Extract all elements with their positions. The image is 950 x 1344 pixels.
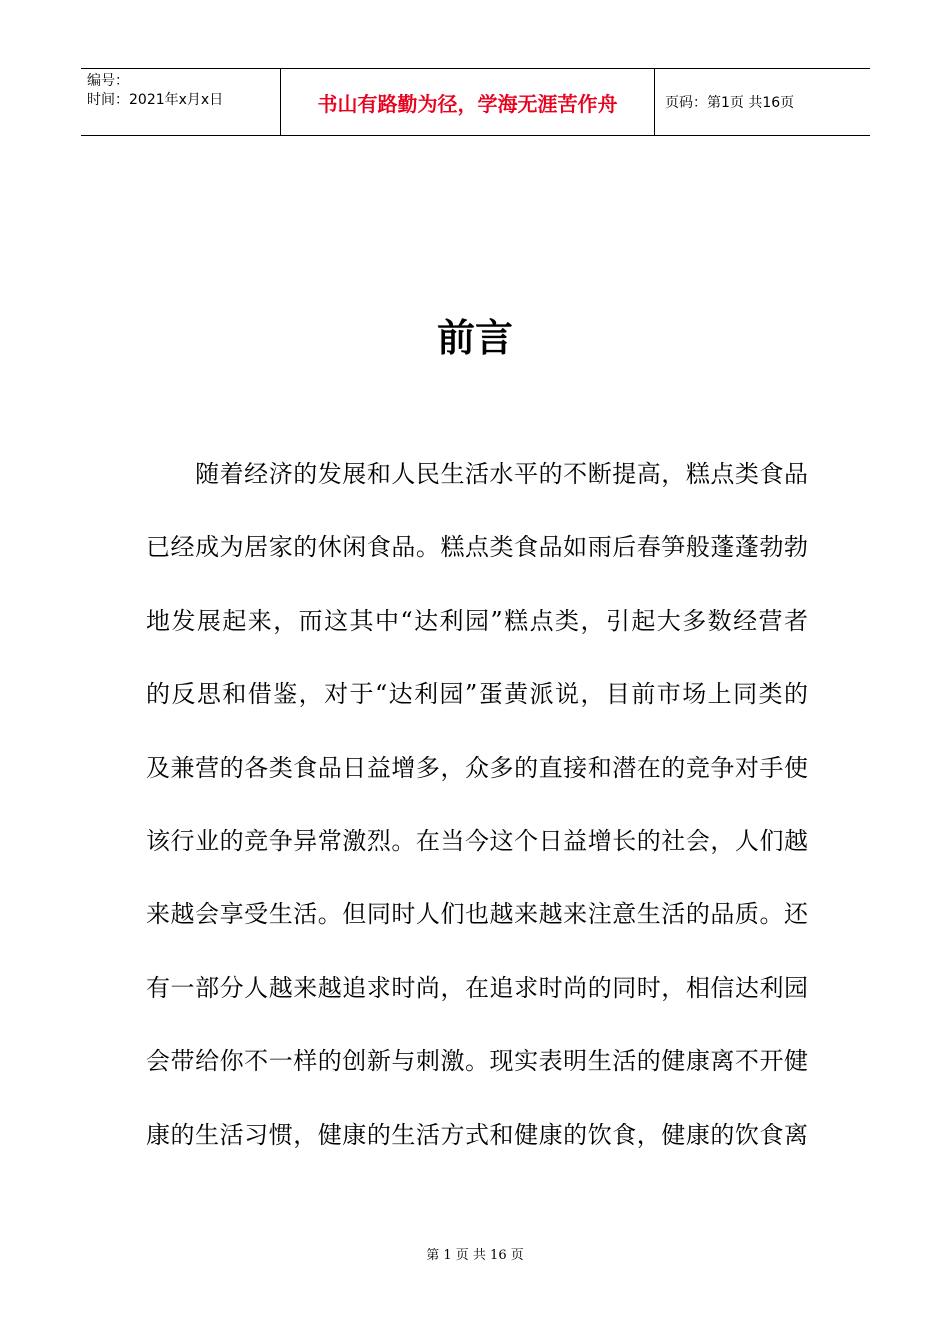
body-line: 地发展起来，而这其中“达利园”糕点类，引起大多数经营者: [146, 606, 808, 635]
page-header: [81, 68, 870, 136]
body-line: 会带给你不一样的创新与刺激。现实表明生活的健康离不开健: [146, 1047, 808, 1076]
page-footer: 第 1 页 共 16 页: [426, 1248, 524, 1263]
body-line: 来越会享受生活。但同时人们也越来越来注意生活的品质。还: [146, 900, 808, 929]
body-line: 有一部分人越来越追求时尚，在追求时尚的同时，相信达利园: [146, 973, 808, 1002]
body-line: 已经成为居家的休闲食品。糕点类食品如雨后春笋般蓬蓬勃勃: [146, 533, 808, 562]
body-line: 随着经济的发展和人民生活水平的不断提高，糕点类食品: [146, 460, 808, 488]
body-line: 及兼营的各类食品日益增多，众多的直接和潜在的竞争对手使: [146, 753, 808, 782]
body-line: 康的生活习惯，健康的生活方式和健康的饮食，健康的饮食离: [146, 1120, 808, 1149]
time-label: 时间：2021年x月x日: [87, 92, 224, 108]
header-meta: [81, 69, 281, 135]
header-page-info: 页码：第1页 共16页: [665, 95, 795, 111]
body-line: 该行业的竞争异常激烈。在当今这个日益增长的社会，人们越: [146, 826, 808, 855]
document-title: 前言: [436, 315, 513, 360]
body-paragraph: [146, 449, 808, 1183]
number-label: 编号：: [87, 73, 129, 89]
body-line: 的反思和借鉴，对于“达利园”蛋黄派说，目前市场上同类的: [146, 680, 808, 709]
header-motto: 书山有路勤为径，学海无涯苦作舟: [281, 69, 655, 135]
